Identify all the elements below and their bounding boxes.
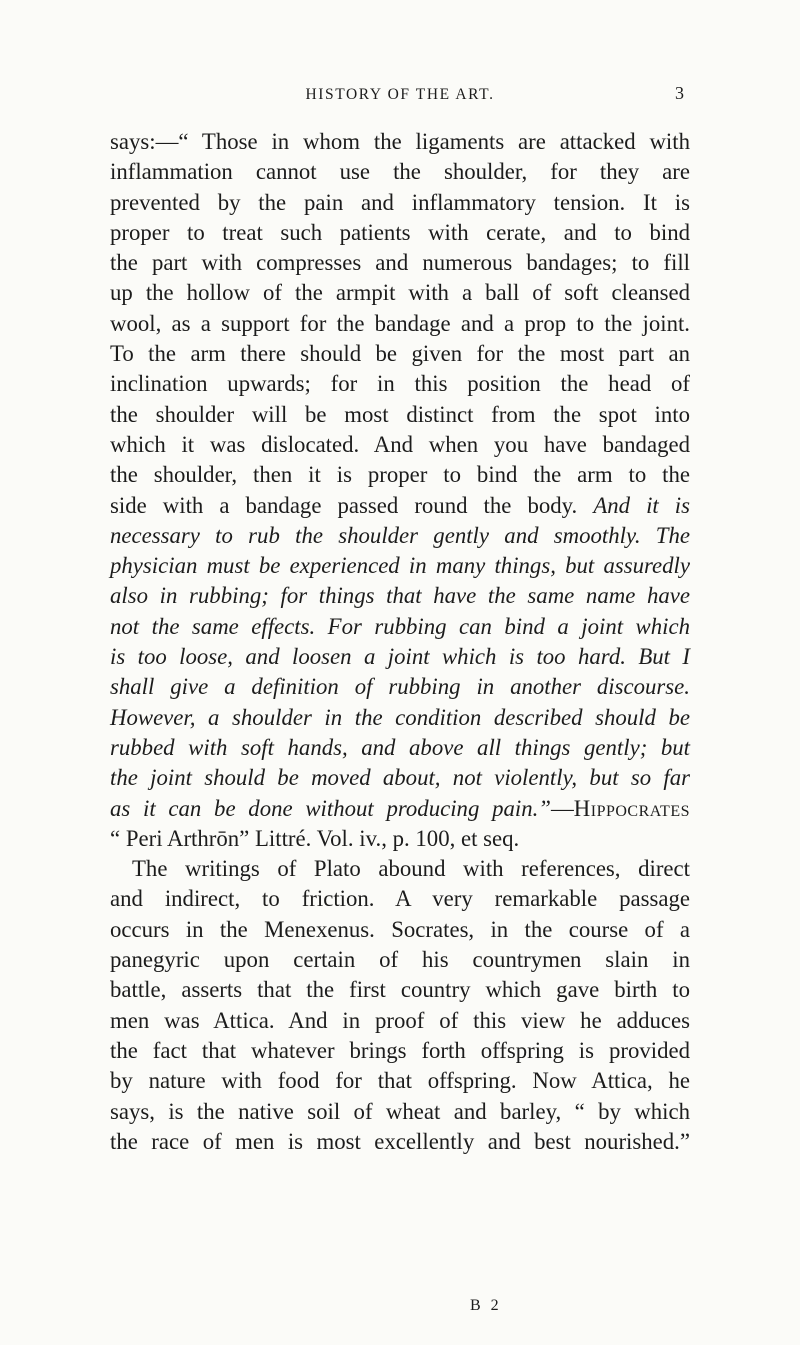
text-line: which it was dislocated. And when you have bandaged — [110, 431, 690, 457]
running-head: HISTORY OF THE ART. — [305, 86, 495, 103]
italic-line: is too loose, and loosen a joint which is too hard. But I — [110, 644, 690, 670]
text-line: wool, as a support for the bandage and a prop to the joint. — [110, 310, 690, 336]
text-line: prevented by the pain and inflammatory tension. It is — [110, 189, 690, 215]
italic-segment: as it can be done without producing pain.” — [110, 795, 551, 821]
text-line: and indirect, to friction. A very remarkable passage — [110, 886, 690, 912]
text-line: by nature with food for that offspring. Now Attica, he — [110, 1068, 690, 1094]
text-line: men was Attica. And in proof of this view he adduces — [110, 1007, 690, 1033]
text-segment: side with a bandage passed round the body. — [110, 492, 578, 518]
text-line: occurs in the Menexenus. Socrates, in the course of a — [110, 916, 690, 942]
text-line: the shoulder, then it is proper to bind the arm to the — [110, 462, 690, 488]
author-name: Hippocrates — [573, 795, 690, 821]
text-line: inflammation cannot use the shoulder, for they are — [110, 159, 690, 185]
page-number: 3 — [675, 83, 684, 103]
citation-line: “ Peri Arthrōn” Littré. Vol. iv., p. 100, et seq. — [110, 825, 520, 851]
italic-line: However, a shoulder in the condition described should be — [110, 704, 690, 730]
text-line: the fact that whatever brings forth offspring is provided — [110, 1037, 690, 1063]
italic-line: the joint should be moved about, not violently, but so far — [110, 765, 690, 791]
text-line: the shoulder will be most distinct from the spot into — [110, 401, 690, 427]
dash: — — [550, 795, 574, 821]
text-line — [110, 491, 690, 521]
italic-segment: And it is — [593, 492, 690, 518]
text-line — [110, 794, 690, 824]
paragraph-first-line: The writings of Plato abound with references, direct — [132, 856, 690, 882]
text-line: battle, asserts that the first country which gave birth to — [110, 977, 690, 1003]
signature-mark: B 2 — [470, 1297, 502, 1314]
italic-line: not the same effects. For rubbing can bind a joint which — [110, 613, 690, 639]
italic-line: also in rubbing; for things that have the same name have — [110, 583, 690, 609]
text-line: the part with compresses and numerous bandages; to fill — [110, 250, 690, 276]
text-line: inclination upwards; for in this position the head of — [110, 371, 690, 397]
italic-line: shall give a definition of rubbing in another discourse. — [110, 674, 690, 700]
italic-line: physician must be experienced in many things, but assuredly — [110, 553, 690, 579]
italic-line: necessary to rub the shoulder gently and smoothly. The — [110, 522, 690, 548]
text-line: panegyric upon certain of his countrymen slain in — [110, 947, 690, 973]
text-line: the race of men is most excellently and best nourished.” — [110, 1128, 690, 1154]
text-line: To the arm there should be given for the most part an — [110, 341, 690, 367]
body-text — [110, 127, 690, 1157]
text-line: up the hollow of the armpit with a ball of soft cleansed — [110, 280, 690, 306]
text-line: says:—“ Those in whom the ligaments are attacked with — [110, 129, 690, 154]
text-line: proper to treat such patients with cerate, and to bind — [110, 219, 690, 245]
italic-line: rubbed with soft hands, and above all things gently; but — [110, 734, 690, 760]
text-line: says, is the native soil of wheat and barley, “ by which — [110, 1098, 690, 1124]
